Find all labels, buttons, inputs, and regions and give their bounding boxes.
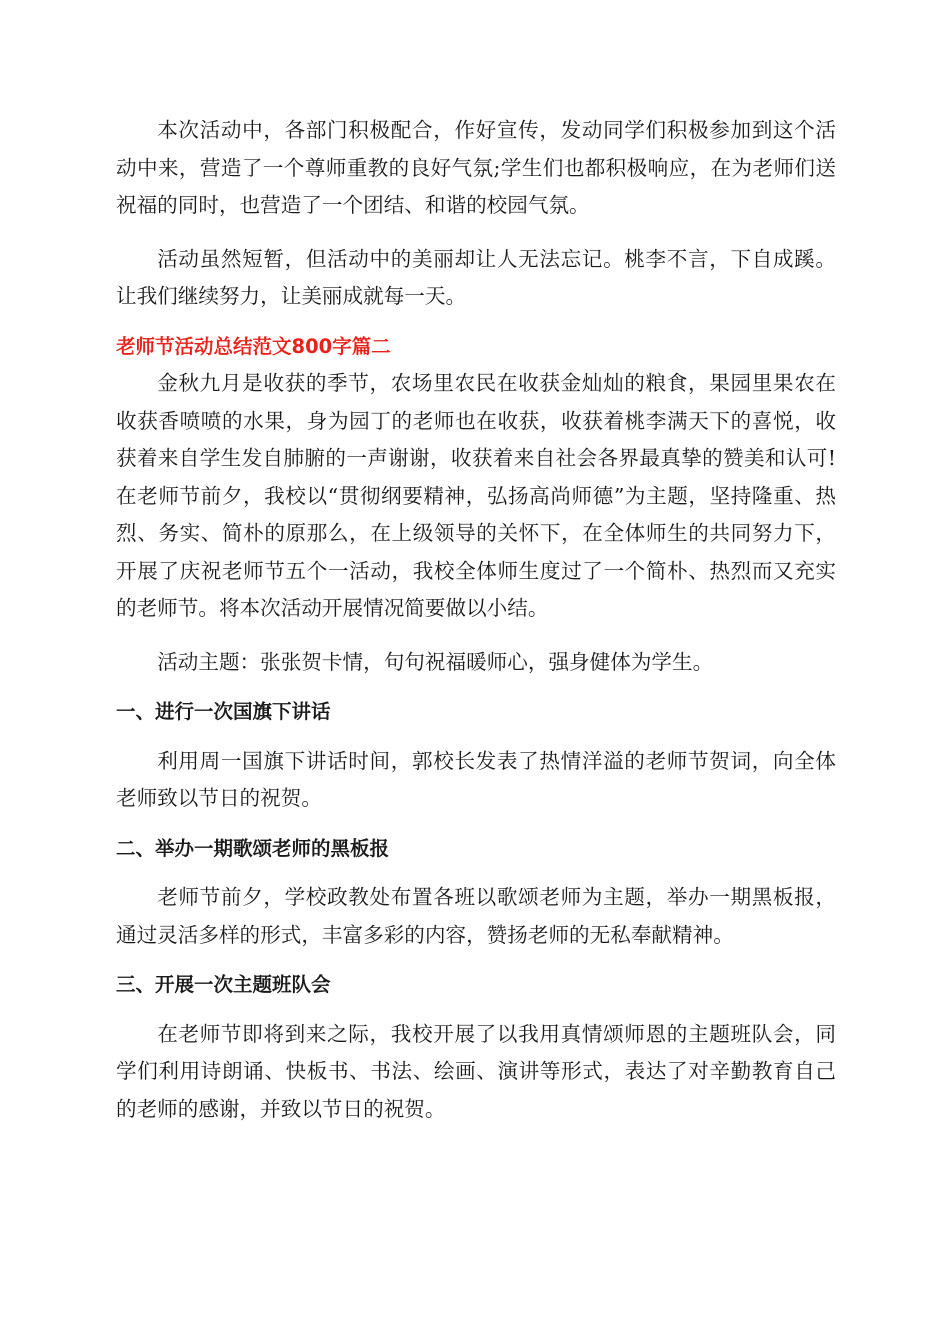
paragraph-activity-memory: 活动虽然短暂，但活动中的美丽却让人无法忘记。桃李不言，下自成蹊。让我们继续努力，让美丽成就每一天。 bbox=[116, 246, 836, 308]
spacer bbox=[116, 954, 836, 966]
subheading-blackboard: 二、举办一期歌颂老师的黑板报 bbox=[116, 836, 390, 860]
paragraph-flag-speech: 利用周一国旗下讲话时间，郭校长发表了热情洋溢的老师节贺词，向全体老师致以节日的祝贺。 bbox=[116, 748, 836, 810]
spacer bbox=[116, 818, 836, 830]
paragraph-class-meeting: 在老师节即将到来之际，我校开展了以我用真情颂师恩的主题班队会，同学们利用诗朗诵、快板书、书法、绘画、演讲等形式，表达了对辛勤教育自己的老师的感谢，并致以节日的祝贺。 bbox=[116, 1021, 836, 1121]
subheading-flag-speech: 一、进行一次国旗下讲话 bbox=[116, 700, 331, 723]
spacer bbox=[116, 681, 836, 693]
spacer bbox=[116, 225, 836, 241]
spacer bbox=[116, 316, 836, 328]
section-heading-part-two: 老师节活动总结范文800字篇二 bbox=[116, 334, 391, 358]
paragraph-activity-cooperation: 本次活动中，各部门积极配合，作好宣传，发动同学们积极参加到这个活动中来，营造了一个尊师重教的良好气氛;学生们也都积极响应，在为老师们送祝福的同时，也营造了一个团结、和谐的校园气氛。 bbox=[116, 118, 836, 217]
paragraph-activity-theme: 活动主题：张张贺卡情，句句祝福暖师心，强身健体为学生。 bbox=[157, 649, 714, 674]
spacer bbox=[116, 628, 836, 644]
paragraph-golden-autumn: 金秋九月是收获的季节，农场里农民在收获金灿灿的粮食，果园里果农在收获香喷喷的水果，身为园丁的老师也在收获，收获着桃李满天下的喜悦，收获着来自学生发自肺腑的一声谢谢，收获着来自社会各界最真挚的赞美和认可!在老师节前夕，我校以“贯彻纲要精神，弘扬高尚师德”为主题，坚持隆重、热烈、务实、简朴的原那么，在上级领导的关怀下，在全体师生的共同努力下，开展了庆祝老师节五个一活动，我校全体师生度过了一个简朴、热烈而又充实的老师节。将本次活动开展情况简要做以小结。 bbox=[116, 371, 836, 620]
spacer bbox=[116, 867, 836, 879]
spacer bbox=[116, 731, 836, 743]
subheading-class-meeting: 三、开展一次主题班队会 bbox=[116, 973, 331, 996]
spacer bbox=[116, 1004, 836, 1016]
paragraph-blackboard: 老师节前夕，学校政教处布置各班以歌颂老师为主题，举办一期黑板报，通过灵活多样的形式，丰富多彩的内容，赞扬老师的无私奉献精神。 bbox=[116, 885, 836, 947]
